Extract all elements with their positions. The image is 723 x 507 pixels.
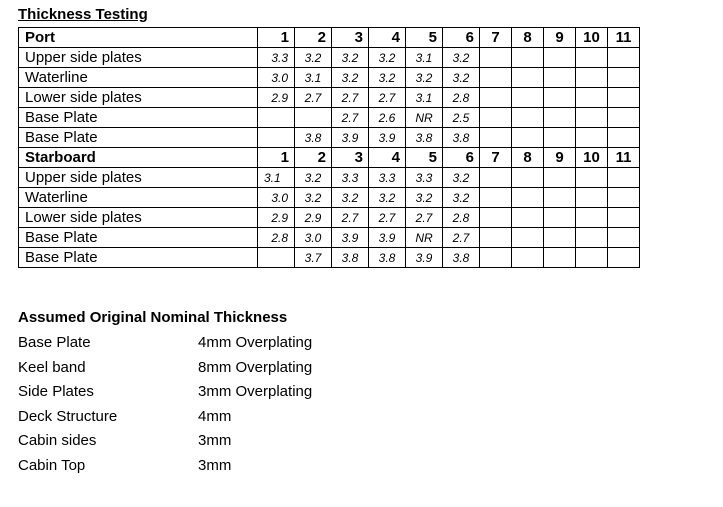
table-cell: 3.9 [369, 228, 406, 248]
table-cell [512, 48, 544, 68]
table-cell: 3.9 [332, 128, 369, 148]
table-cell [512, 88, 544, 108]
table-cell: 3.2 [369, 48, 406, 68]
table-cell [512, 208, 544, 228]
table-cell [608, 68, 640, 88]
table-cell [258, 128, 295, 148]
table-cell: 3.9 [332, 228, 369, 248]
table-row [19, 108, 640, 128]
component-thickness: 3mm [198, 456, 232, 474]
table-row [19, 128, 640, 148]
column-header: 3 [332, 148, 369, 168]
table-cell: 2.7 [295, 88, 332, 108]
table-row [19, 88, 640, 108]
component-thickness: 3mm [198, 432, 232, 450]
port-section-label: Port [19, 28, 258, 48]
table-cell: 3.2 [332, 188, 369, 208]
row-label: Lower side plates [19, 208, 258, 228]
table-cell: 3.0 [258, 188, 295, 208]
starboard-section-label: Starboard [19, 148, 258, 168]
table-cell [608, 88, 640, 108]
table-cell: 3.8 [443, 248, 480, 268]
component-name: Cabin sides [18, 432, 97, 450]
table-cell: 3.2 [332, 48, 369, 68]
table-cell [576, 88, 608, 108]
table-cell [544, 228, 576, 248]
table-cell [544, 48, 576, 68]
table-cell: NR [406, 228, 443, 248]
table-row [19, 228, 640, 248]
table-cell: 3.1 [406, 88, 443, 108]
table-cell [512, 168, 544, 188]
table-cell [544, 68, 576, 88]
column-header: 10 [576, 148, 608, 168]
table-cell: 3.2 [369, 188, 406, 208]
table-cell [576, 108, 608, 128]
column-header: 6 [443, 148, 480, 168]
port-header-row [19, 28, 640, 48]
column-header: 7 [480, 28, 512, 48]
column-header: 11 [608, 148, 640, 168]
table-cell: 3.8 [443, 128, 480, 148]
table-cell: 2.7 [406, 208, 443, 228]
column-header: 2 [295, 28, 332, 48]
table-cell [544, 168, 576, 188]
table-cell [576, 248, 608, 268]
table-cell: 2.8 [443, 88, 480, 108]
table-cell: 2.8 [443, 208, 480, 228]
column-header: 6 [443, 28, 480, 48]
thickness-table [18, 27, 640, 268]
column-header: 1 [258, 28, 295, 48]
table-cell [576, 208, 608, 228]
table-cell [480, 128, 512, 148]
row-label: Waterline [19, 188, 258, 208]
table-cell: 3.8 [332, 248, 369, 268]
table-cell [576, 68, 608, 88]
table-cell [608, 128, 640, 148]
table-cell [480, 68, 512, 88]
table-cell: 3.2 [295, 188, 332, 208]
table-cell [544, 108, 576, 128]
starboard-header-row [19, 148, 640, 168]
column-header: 1 [258, 148, 295, 168]
column-header: 8 [512, 148, 544, 168]
table-cell: 3.2 [369, 68, 406, 88]
table-cell [480, 248, 512, 268]
table-row [19, 208, 640, 228]
component-name: Deck Structure [18, 407, 118, 425]
component-name: Side Plates [18, 383, 94, 401]
page-title: Thickness Testing [18, 6, 148, 23]
table-cell: 3.2 [406, 188, 443, 208]
table-cell [608, 228, 640, 248]
table-cell [608, 188, 640, 208]
column-header: 9 [544, 148, 576, 168]
table-cell [576, 48, 608, 68]
table-cell [512, 68, 544, 88]
table-cell: 3.0 [295, 228, 332, 248]
column-header: 7 [480, 148, 512, 168]
table-cell: 2.7 [443, 228, 480, 248]
table-cell: 3.1 [406, 48, 443, 68]
table-cell: 3.9 [369, 128, 406, 148]
component-thickness: 4mm Overplating [198, 334, 313, 351]
table-cell: 3.2 [443, 188, 480, 208]
table-cell: NR [406, 108, 443, 128]
table-cell [512, 248, 544, 268]
table-row [19, 48, 640, 68]
table-cell [480, 188, 512, 208]
row-label: Base Plate [19, 128, 258, 148]
table-cell: 2.7 [332, 208, 369, 228]
table-cell [608, 48, 640, 68]
table-cell [576, 168, 608, 188]
column-header: 8 [512, 28, 544, 48]
table-cell [512, 108, 544, 128]
column-header: 4 [369, 28, 406, 48]
column-header: 5 [406, 148, 443, 168]
table-cell: 3.7 [295, 248, 332, 268]
table-cell: 3.3 [406, 168, 443, 188]
column-header: 5 [406, 28, 443, 48]
table-cell [608, 248, 640, 268]
component-thickness: 3mm Overplating [198, 383, 313, 401]
row-label: Upper side plates [19, 168, 258, 188]
nominal-thickness-heading: Assumed Original Nominal Thickness [18, 309, 288, 326]
row-label: Waterline [19, 68, 258, 88]
table-cell [576, 228, 608, 248]
table-cell: 2.6 [369, 108, 406, 128]
table-cell: 3.2 [295, 168, 332, 188]
table-cell [512, 128, 544, 148]
table-cell [544, 188, 576, 208]
table-cell [258, 108, 295, 128]
row-label: Base Plate [19, 108, 258, 128]
table-cell: 2.9 [258, 88, 295, 108]
table-cell [544, 128, 576, 148]
table-cell: 3.3 [258, 48, 295, 68]
table-cell: 3.2 [443, 68, 480, 88]
table-cell: 3.0 [258, 68, 295, 88]
table-cell: 3.2 [443, 168, 480, 188]
table-cell: 3.1 [258, 168, 295, 188]
table-cell [512, 228, 544, 248]
table-cell: 3.1 [295, 68, 332, 88]
table-cell [576, 188, 608, 208]
table-cell: 2.7 [332, 108, 369, 128]
table-cell [480, 88, 512, 108]
column-header: 2 [295, 148, 332, 168]
table-cell: 3.8 [406, 128, 443, 148]
table-cell [608, 208, 640, 228]
table-cell: 2.7 [369, 88, 406, 108]
table-row [19, 188, 640, 208]
table-cell: 2.5 [443, 108, 480, 128]
table-cell [544, 88, 576, 108]
column-header: 11 [608, 28, 640, 48]
component-name: Keel band [18, 358, 86, 376]
table-cell [608, 168, 640, 188]
table-cell [480, 208, 512, 228]
table-cell [608, 108, 640, 128]
table-row [19, 68, 640, 88]
table-cell: 2.7 [332, 88, 369, 108]
table-cell: 2.7 [369, 208, 406, 228]
component-thickness: 4mm [198, 407, 232, 425]
table-cell: 3.3 [369, 168, 406, 188]
table-cell [576, 128, 608, 148]
column-header: 3 [332, 28, 369, 48]
row-label: Base Plate [19, 228, 258, 248]
table-cell [258, 248, 295, 268]
table-cell: 3.2 [332, 68, 369, 88]
row-label: Upper side plates [19, 48, 258, 68]
table-cell: 3.2 [295, 48, 332, 68]
table-cell [512, 188, 544, 208]
component-name: Base Plate [18, 334, 91, 351]
table-cell: 2.9 [295, 208, 332, 228]
table-cell [480, 48, 512, 68]
table-cell: 3.8 [295, 128, 332, 148]
table-row [19, 168, 640, 188]
table-cell: 2.9 [258, 208, 295, 228]
table-cell: 3.3 [332, 168, 369, 188]
table-cell: 3.2 [443, 48, 480, 68]
table-cell [544, 208, 576, 228]
column-header: 10 [576, 28, 608, 48]
table-cell [480, 168, 512, 188]
table-cell: 3.8 [369, 248, 406, 268]
table-cell: 3.2 [406, 68, 443, 88]
table-cell: 2.8 [258, 228, 295, 248]
table-cell: 3.9 [406, 248, 443, 268]
row-label: Lower side plates [19, 88, 258, 108]
row-label: Base Plate [19, 248, 258, 268]
component-thickness: 8mm Overplating [198, 358, 313, 376]
table-cell [480, 108, 512, 128]
table-cell [480, 228, 512, 248]
table-cell [544, 248, 576, 268]
table-cell [295, 108, 332, 128]
component-name: Cabin Top [18, 456, 86, 474]
table-row [19, 248, 640, 268]
column-header: 9 [544, 28, 576, 48]
column-header: 4 [369, 148, 406, 168]
